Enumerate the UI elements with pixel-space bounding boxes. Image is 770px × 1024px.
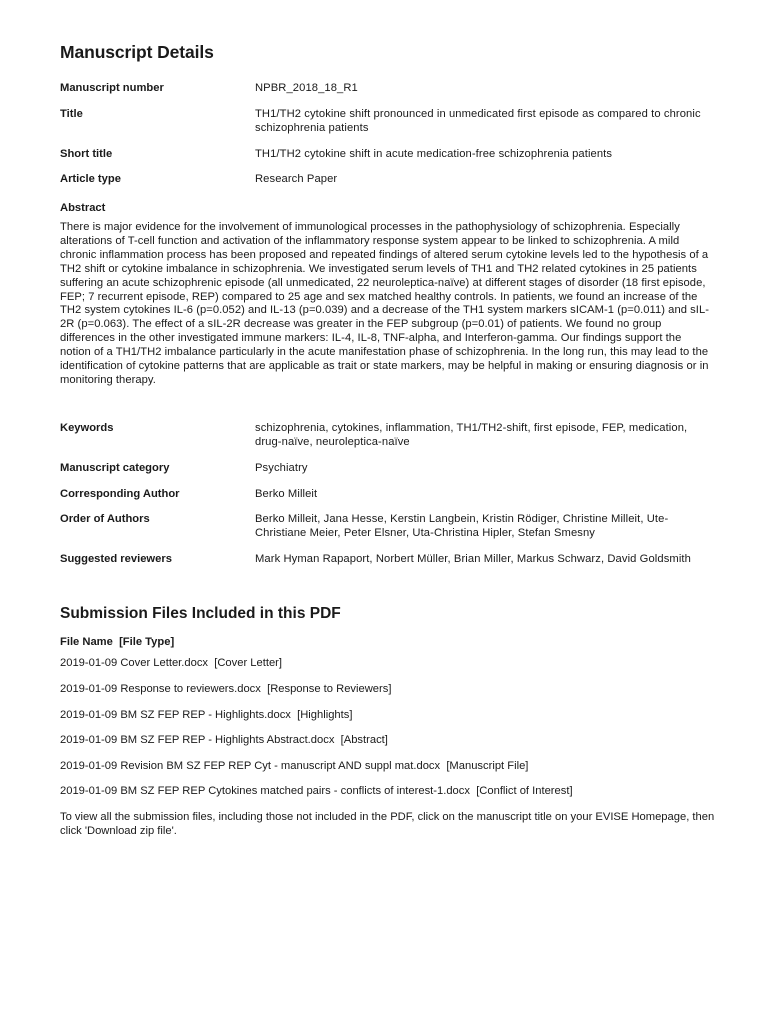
file-list-item: 2019-01-09 Cover Letter.docx [Cover Letter] (60, 657, 283, 669)
detail-label: Manuscript number (60, 82, 164, 94)
detail-value: NPBR_2018_18_R1 (255, 82, 358, 94)
detail-value: TH1/TH2 cytokine shift pronounced in unmedicated first episode as compared to chronic schizophrenia patients (255, 108, 701, 134)
detail-value: schizophrenia, cytokines, inflammation, TH1/TH2-shift, first episode, FEP, medication, drug-naïve, neuroleptica-naïve (255, 422, 688, 448)
download-note: To view all the submission files, including those not included in the PDF, click on the manuscript title on your EVISE Homepage, then click 'Download zip file'. (60, 811, 715, 837)
file-list-item: 2019-01-09 BM SZ FEP REP - Highlights Abstract.docx [Abstract] (60, 734, 388, 746)
file-list-item: 2019-01-09 Response to reviewers.docx [Response to Reviewers] (60, 683, 392, 695)
detail-label: Manuscript category (60, 462, 170, 474)
detail-value: TH1/TH2 cytokine shift in acute medication-free schizophrenia patients (255, 148, 613, 160)
submission-files-title: Submission Files Included in this PDF (60, 605, 341, 622)
detail-value: Psychiatry (255, 462, 308, 474)
detail-label: Title (60, 108, 83, 120)
detail-label: Article type (60, 173, 121, 185)
abstract-label: Abstract (60, 202, 106, 214)
detail-label: Suggested reviewers (60, 553, 172, 565)
detail-label: Keywords (60, 422, 114, 434)
detail-value: Berko Milleit (255, 488, 318, 500)
file-list-item: 2019-01-09 Revision BM SZ FEP REP Cyt - manuscript AND suppl mat.docx [Manuscript File] (60, 760, 529, 772)
page-title: Manuscript Details (60, 42, 214, 62)
detail-value: Berko Milleit, Jana Hesse, Kerstin Langbein, Kristin Rödiger, Christine Milleit, Ute-Christiane Meier, Peter Elsner, Uta-Christina Hipler, Stefan Smesny (255, 513, 669, 539)
detail-value: Mark Hyman Rapaport, Norbert Müller, Brian Miller, Markus Schwarz, David Goldsmith (255, 553, 691, 565)
file-list-item: 2019-01-09 BM SZ FEP REP - Highlights.docx [Highlights] (60, 709, 353, 721)
detail-value: Research Paper (255, 173, 338, 185)
detail-label: Corresponding Author (60, 488, 180, 500)
file-list-item: 2019-01-09 BM SZ FEP REP Cytokines matched pairs - conflicts of interest-1.docx [Conflict of Interest] (60, 785, 573, 797)
detail-label: Order of Authors (60, 513, 150, 525)
detail-label: Short title (60, 148, 113, 160)
files-column-header: File Name [File Type] (60, 636, 175, 648)
abstract-text: There is major evidence for the involvement of immunological processes in the pathophysiology of schizophrenia. Especially alterations of T-cell function and activation of the inflammatory response system appear to be linked to schizophrenia. A mild chronic inflammation process has been proposed and repeated findings of altered serum cytokine levels led to the hypothesis of a TH2 shift or cytokine imbalance in schizophrenia. We investigated serum levels of TH1 and TH2 related cytokines in 25 patients suffering an acute schizophrenic episode (all unmedicated, 22 neuroleptica-naïve) at different stages of disorder (18 first episode, FEP; 7 recurrent episode, REP) compared to 25 age and sex matched healthy controls. In patients, we found an increase of the TH2 system cytokines IL-6 (p=0.052) and IL-13 (p=0.039) and a decrease of the TH1 system markers sICAM-1 (p=0.011) and sIL-2R (p=0.063). The effect of a sIL-2R decrease was greater in the FEP subgroup (p=0.01) of patients. We found no group differences in the other investigated immune markers: IL-4, IL-8, TNF-alpha, and Interferon-gamma. Our findings support the notion of a TH1/TH2 imbalance particularly in the acute manifestation phase of schizophrenia. In the long run, this may lead to the identification of cytokine patterns that are applicable as trait or state markers, may be helpful in making or ensuring diagnosis or in monitoring therapy. (60, 221, 710, 386)
